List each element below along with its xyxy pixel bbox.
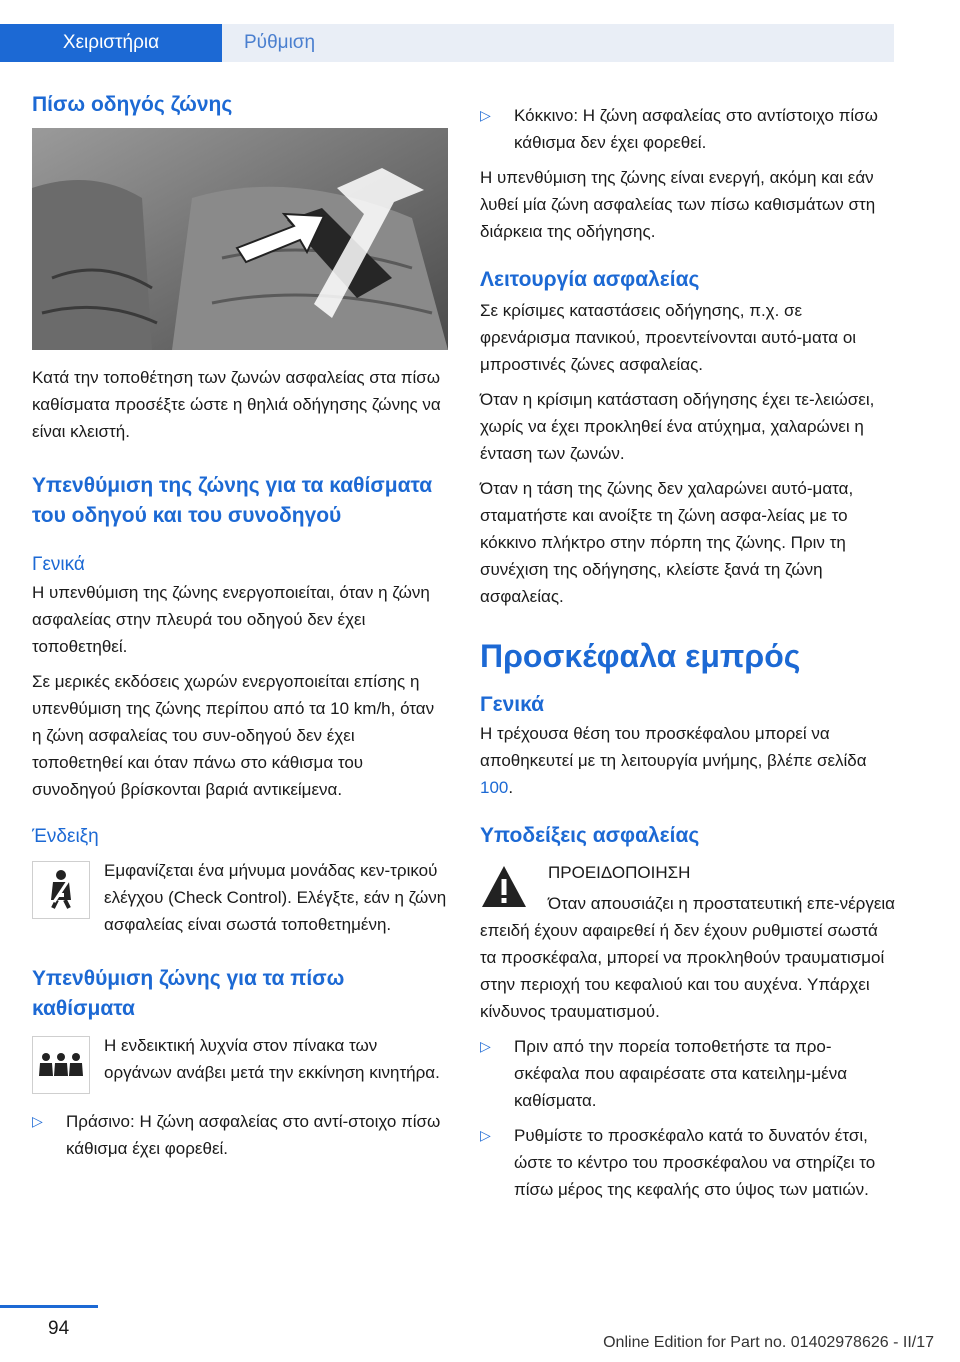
text-general-1: Η υπενθύμιση της ζώνης ενεργοποιείται, όταν η ζώνη ασφαλείας στην πλευρά του οδηγού δεν έχει τοποθετηθεί. [32,583,430,656]
text-safety-2: Όταν η κρίσιμη κατάσταση οδήγησης έχει τε‐λειώσει, χωρίς να έχει προκληθεί ένα ατύχημα, χαλαρώνει η ένταση των ζωνών. [480,390,875,463]
heading-general-headrest: Γενικά [480,693,545,716]
tab-controls[interactable]: Χειριστήρια [0,24,222,62]
heading-indication: Ένδειξη [32,826,99,847]
heading-rear-seatbelt-reminder: Υπενθύμιση ζώνης για τα πίσω καθίσματα [32,967,345,1020]
list-item-headrest-1 [480,1033,896,1114]
heading-general: Γενικά [32,554,85,575]
heading-safety-function: Λειτουργία ασφαλείας [480,268,700,291]
right-column [480,102,896,1211]
warning-triangle-icon [480,863,528,911]
indication-block [32,857,448,938]
text-safety-1: Σε κρίσιμες καταστάσεις οδήγησης, π.χ. σε φρενάρισμα πανικού, προεντείνονται αυτό‐ματα οι μπροστινές ζώνες ασφαλείας. [480,301,857,374]
warning-title: ΠΡΟΕΙΔΟΠΟΙΗΣΗ [548,863,691,882]
seatbelt-warning-icon [32,861,90,919]
warning-block [480,859,896,1025]
list-item-green [32,1108,448,1162]
page-link-100[interactable]: 100 [480,778,509,797]
tab-adjustment[interactable]: Ρύθμιση [222,24,894,62]
list-item-red [480,102,896,156]
warning-text: Όταν απουσιάζει η προστατευτική επε‐νέργεια επειδή έχουν αφαιρεθεί ή δεν έχουν ρυθμιστεί σωστά τα προσκέφαλα, μπορεί να προκληθούν τραυματισμοί στην περιοχή του κεφαλιού και του αυχένα. Υπάρχει κίνδυνος τραυματισμού. [480,894,895,1021]
page-number: 94 [48,1318,70,1339]
bullet-text: Πράσινο: Η ζώνη ασφαλείας στο αντί‐στοιχο πίσω κάθισμα έχει φορεθεί. [66,1112,441,1158]
rear-seats-indicator-icon [32,1036,90,1094]
text-rear-reminder: Η ενδεικτική λυχνία στον πίνακα των οργάνων ανάβει μετά την εκκίνηση κινητήρα. [104,1036,440,1082]
text-safety-3: Όταν η τάση της ζώνης δεν χαλαρώνει αυτό‐ματα, σταματήστε και ανοίξτε τη ζώνη ασφα‐λείας με το κόκκινο πλήκτρο στην πόρπη της ζώνης. Πριν τη συνέχιση της οδήγησης, κλείστε ξανά τη ζώνη ασφαλείας. [480,479,854,606]
bullet-arrow-icon: ▷ [480,107,491,123]
edition-label: Online Edition for Part no. 01402978626 - II/17 [603,1334,934,1351]
bullet-text: Ρυθμίστε το προσκέφαλο κατά το δυνατόν έτσι, ώστε το κέντρο του προσκέφαλου να στηρίζει το πίσω μέρος της κεφαλής στο ύψος των ματιών. [514,1126,876,1199]
bullet-text: Κόκκινο: Η ζώνη ασφαλείας στο αντίστοιχο πίσω κάθισμα δεν έχει φορεθεί. [514,106,878,152]
bullet-arrow-icon: ▷ [480,1127,491,1143]
text-indication: Εμφανίζεται ένα μήνυμα μονάδας κεν‐τρικού ελέγχου (Check Control). Ελέγξτε, εάν η ζώνη ασφαλείας είναι σωστά τοποθετημένη. [104,861,447,934]
footer-rule [0,1305,98,1308]
bullet-arrow-icon: ▷ [480,1038,491,1054]
heading-front-headrests: Προσκέφαλα εμπρός [480,638,801,674]
text-general-2: Σε μερικές εκδόσεις χωρών ενεργοποιείται επίσης η υπενθύμιση της ζώνης περίπου από τα 10 km/h, όταν η ζώνη ασφαλείας του συν‐οδηγού δεν έχει τοποθετηθεί και όταν πάνω στο κάθισμα του συνοδηγού βρίσκονται βαριά αντικείμενα. [32,672,435,799]
left-column [32,90,448,1170]
heading-seatbelt-reminder: Υπενθύμιση της ζώνης για τα καθίσματα του οδηγού και του συνοδηγού [32,474,433,527]
heading-safety-hints: Υποδείξεις ασφαλείας [480,824,700,847]
text-reminder-active: Η υπενθύμιση της ζώνης είναι ενεργή, ακόμη και εάν λυθεί μία ζώνη ασφαλείας των πίσω καθισμάτων στη διάρκεια της οδήγησης. [480,168,876,241]
rear-reminder-block [32,1032,448,1086]
rear-seat-belt-guide-photo [32,128,448,350]
text-headrest-memory-post: . [508,778,514,797]
text-headrest-memory-pre: Η τρέχουσα θέση του προσκέφαλου μπορεί να αποθηκευτεί με τη λειτουργία μνήμης, βλέπε σελίδα [480,724,867,770]
text-rear-belt-guide: Κατά την τοποθέτηση των ζωνών ασφαλείας στα πίσω καθίσματα προσέξτε ώστε η θηλιά οδήγησης ζώνης να είναι κλειστή. [32,368,441,441]
text-headrest-memory [480,720,896,801]
header-bar [0,0,960,62]
bullet-arrow-icon: ▷ [32,1113,43,1129]
list-item-headrest-2 [480,1122,896,1203]
bullet-text: Πριν από την πορεία τοποθετήστε τα προ‐σκέφαλα που αφαιρέσατε στα κατειλημ‐μένα καθίσματα. [514,1037,848,1110]
heading-rear-belt-guide: Πίσω οδηγός ζώνης [32,93,233,116]
